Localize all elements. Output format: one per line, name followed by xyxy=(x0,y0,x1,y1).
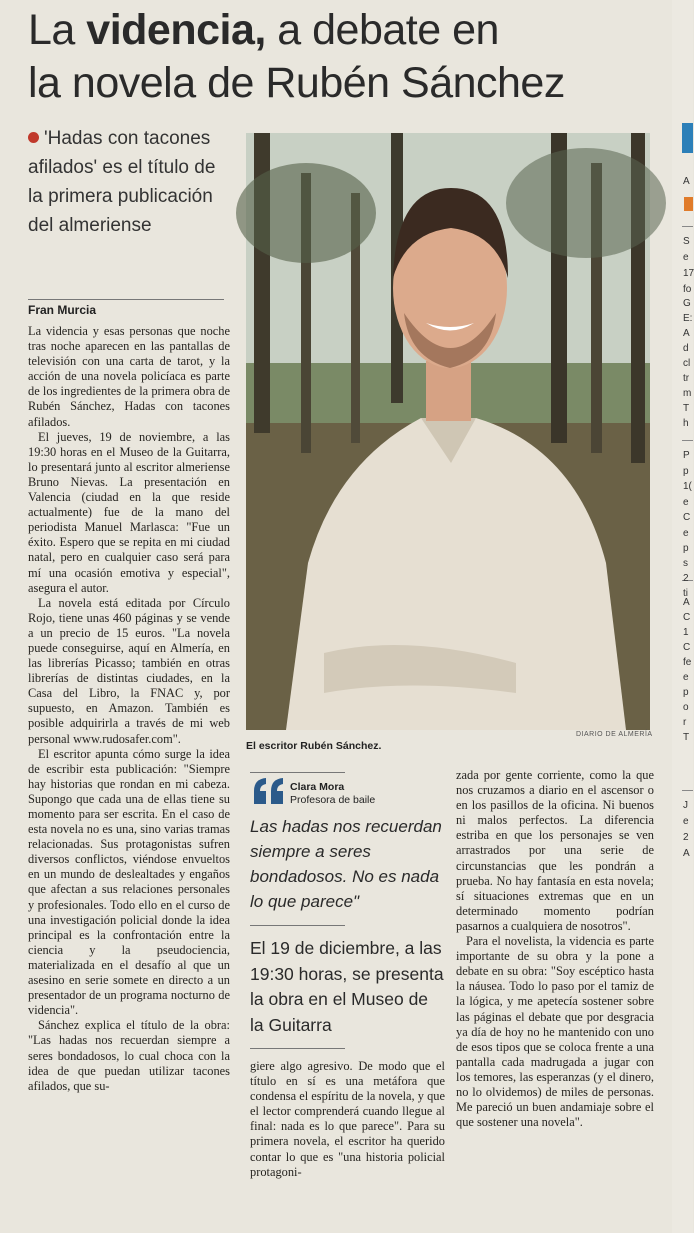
author-photo xyxy=(246,133,650,730)
strip-fragment: e xyxy=(683,816,689,827)
strip-fragment: T xyxy=(683,732,690,743)
strip-fragment: C xyxy=(683,612,691,623)
strip-fragment: A xyxy=(683,328,690,339)
strip-fragment: S xyxy=(683,236,690,247)
strip-fragment: ti xyxy=(683,588,688,599)
paragraph: La videncia y esas personas que noche tras noche aparecen en las pantallas de televisión con una carta de tarot, y la acción de una novela policíaca es parte de los ingredientes de la primera obra de Rubén Sánchez, Hadas con tacones afilados. xyxy=(28,324,230,429)
quote-author: Clara Mora xyxy=(290,781,345,793)
strip-fragment: e xyxy=(683,672,689,683)
headline-line-2: la novela de Rubén Sánchez xyxy=(28,59,565,107)
strip-fragment: tr xyxy=(683,373,690,384)
strip-fragment: p xyxy=(683,543,689,554)
strip-fragment: 17 xyxy=(683,268,694,279)
divider xyxy=(682,790,693,791)
strip-fragment: E: xyxy=(683,313,693,324)
strip-fragment: J xyxy=(683,800,688,811)
strip-fragment: 2 xyxy=(683,832,689,843)
event-highlight: El 19 de diciembre, a las 19:30 horas, se presenta la obra en el Museo de la Guitarra xyxy=(250,938,444,1035)
strip-fragment: 1( xyxy=(683,481,692,492)
paragraph: El escritor apunta cómo surge la idea de escribir esta publicación: "Siempre hay historias que rondan en mi cabeza. Supongo que cada una de ellas tiene su momento para ser escrita. En el caso de esta novela no es una, sino varias tramas relacionadas. Sus protagonistas sufren diversos conflictos, viéndose envueltos en un mundo de deslealtades y engaños que afectan a sus relaciones personales y profesionales. Todo ello en el curso de una investigación policial donde la idea principal es la confrontación entre la ciencia y la pseudociencia, materializada en el desafío al que un asesino en serie somete en directo a un presentador de un programa nocturno de videncia". xyxy=(28,746,230,1018)
photo-credit: DIARIO DE ALMERÍA xyxy=(576,731,653,738)
subheadline xyxy=(28,124,228,240)
strip-fragment: 2 xyxy=(683,573,689,584)
byline: Fran Murcia xyxy=(28,303,97,317)
orange-tab-icon xyxy=(684,197,693,211)
strip-fragment: p xyxy=(683,466,689,477)
divider xyxy=(250,925,345,926)
column-1 xyxy=(28,324,230,1094)
headline-part: a debate en xyxy=(265,6,499,54)
strip-fragment: r xyxy=(683,717,687,728)
subheadline-text: 'Hadas con tacones afilados' es el título de la primera publicación del almeriense xyxy=(28,128,216,236)
strip-fragment: cl xyxy=(683,358,691,369)
strip-fragment: d xyxy=(683,343,689,354)
photo-illustration xyxy=(246,133,650,730)
strip-fragment: G xyxy=(683,298,691,309)
paragraph: Sánchez explica el título de la obra: "Las hadas nos recuerdan siempre a seres bondadosos, lo cual choca con la idea de que puedan utilizar tacones afilados, que su- xyxy=(28,1018,230,1093)
strip-fragment: C xyxy=(683,512,691,523)
strip-fragment: A xyxy=(683,597,690,608)
divider xyxy=(682,226,693,227)
strip-fragment: h xyxy=(683,418,689,429)
strip-fragment: A xyxy=(683,176,690,187)
paragraph: Para el novelista, la videncia es parte importante de su obra y la pone a debate en su obra: "Soy escéptico hasta la náusea. Todo lo paso por el tamiz de la lógica, y me apetecía sostener sobre las páginas el debate que por desgracia ya día de hoy no he mantenido con uno de esos tipos que se coloca frente a una pantalla cada madrugada a jugar con los temores, las esperanzas (y el dinero, no lo olvidemos) de miles de personas. Me pareció un buen andamiaje sobre el que sostener una novela". xyxy=(456,934,654,1130)
strip-fragment: A xyxy=(683,848,690,859)
divider xyxy=(28,299,224,300)
strip-fragment: 1 xyxy=(683,627,689,638)
divider xyxy=(250,1048,345,1049)
strip-fragment: fo xyxy=(683,284,692,295)
strip-fragment: m xyxy=(683,388,692,399)
headline-line-1 xyxy=(28,4,668,57)
strip-fragment: o xyxy=(683,702,689,713)
strip-fragment: e xyxy=(683,528,689,539)
paragraph: La novela está editada por Círculo Rojo, tiene unas 460 páginas y se vende a un precio de 15 euros. "La novela puede conseguirse, aquí en Almería, en las librerías Picasso; también en otras librerías de distintas ciudades, en la Casa del Libro, la FNAC y, por supuesto, en Amazon. También es posible adquirirla a través de mi web personal www.rudosafer.com". xyxy=(28,595,230,746)
headline-bold-word: videncia, xyxy=(86,6,266,54)
strip-fragment: C xyxy=(683,642,691,653)
strip-fragment: fe xyxy=(683,657,692,668)
adjacent-page-strip xyxy=(672,0,693,1233)
headline-part: La xyxy=(28,6,87,54)
headline xyxy=(28,4,668,110)
quote-author-role: Profesora de baile xyxy=(290,794,376,806)
column-2 xyxy=(250,1059,445,1180)
blue-tab-icon xyxy=(682,123,693,153)
paragraph: El jueves, 19 de noviembre, a las 19:30 horas en el Museo de la Guitarra, lo presentará junto al escritor almeriense Bruno Nievas. La presentación en Valencia (ciudad en la que reside actualmente) fue de la mano del periodista Manuel Marlasca: "Fue un éxito. Espero que se repita en mi ciudad natal, pero en cualquier caso será para mí una ocasión emotiva y especial", asegura el autor. xyxy=(28,429,230,595)
pull-quote: Las hadas nos recuerdan siempre a seres bondadosos. No es nada lo que parece" xyxy=(250,817,442,911)
strip-fragment: e xyxy=(683,497,689,508)
strip-fragment: P xyxy=(683,450,690,461)
strip-fragment: s xyxy=(683,558,688,569)
photo-caption: El escritor Rubén Sánchez. xyxy=(246,740,382,752)
strip-fragment: p xyxy=(683,687,689,698)
paragraph: zada por gente corriente, como la que nos cruzamos a diario en el ascensor o en los pasillos de la oficina. Ni buenos ni malos perfectos. La diferencia estriba en que los personajes se ven arrastrados por una serie de circunstancias que les pondrán a prueba. No hay fantasía en esta novela; sí situaciones extremas que en un determinado momento podrían pasarnos a cualquiera de nosotros". xyxy=(456,768,654,933)
strip-fragment: T xyxy=(683,403,690,414)
strip-fragment: e xyxy=(683,252,689,263)
divider xyxy=(682,440,693,441)
red-bullet-icon xyxy=(28,132,39,143)
column-3 xyxy=(456,768,654,1130)
quote-icon xyxy=(252,776,286,806)
paragraph: giere algo agresivo. De modo que el título en sí es una metáfora que condensa el espíritu de la novela, y que el lector comprenderá cuando llegue al final: nada es lo que parece". Para su primera novela, el escritor ha querido contar lo que es "una historia policial protagoni- xyxy=(250,1059,445,1179)
divider xyxy=(250,772,345,773)
